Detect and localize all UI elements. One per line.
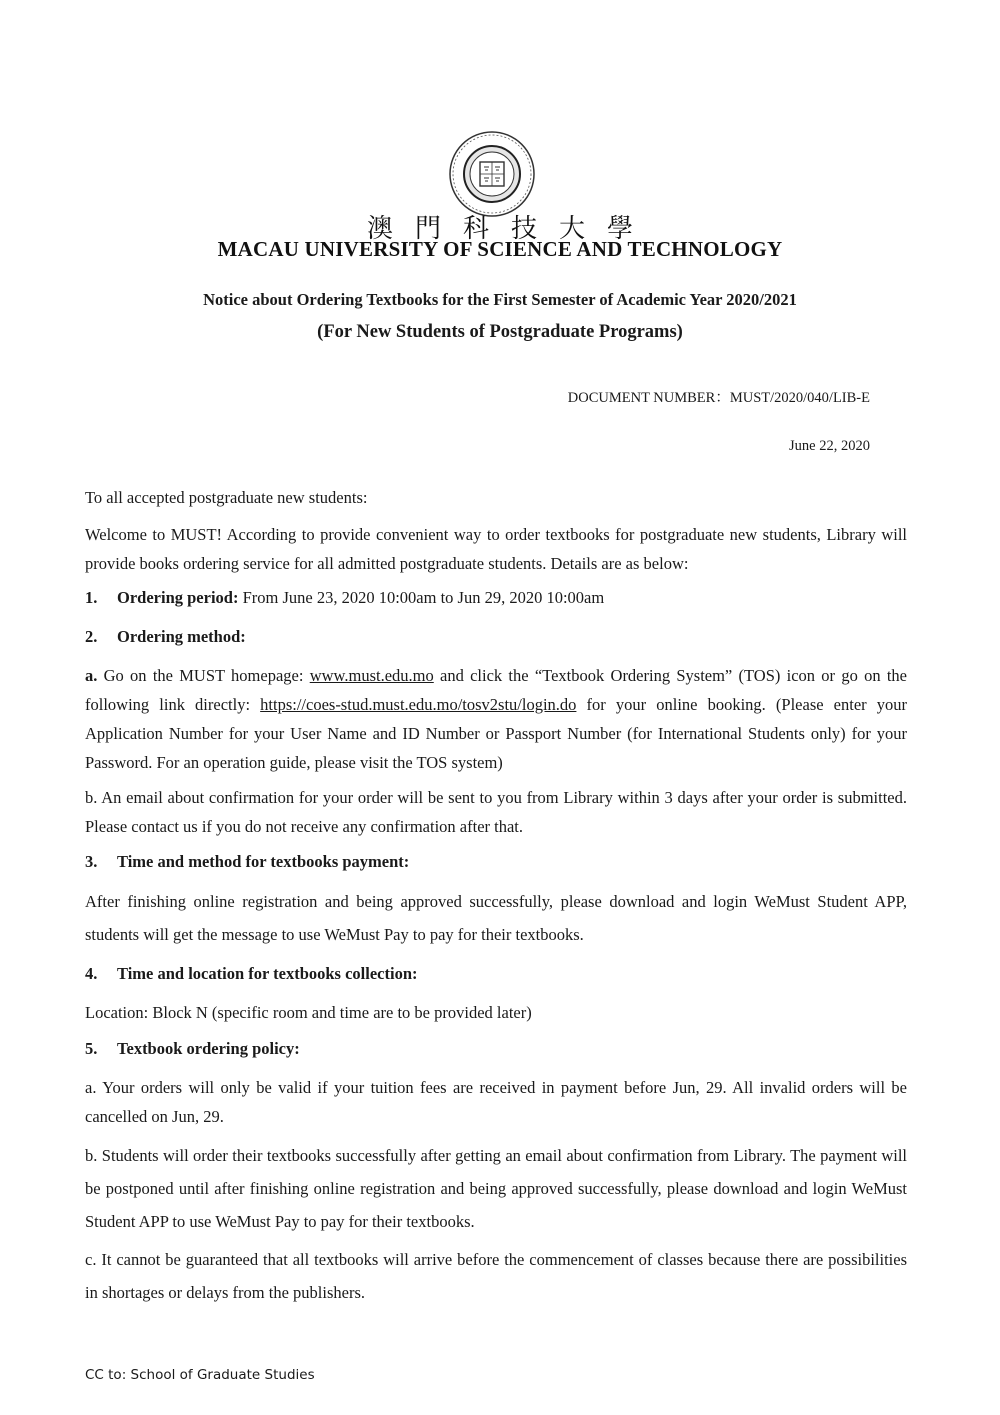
section-number: 1. [85,588,98,607]
method-a-paragraph [85,661,907,777]
method-a-text: and click the “Textbook Ordering System” (TOS) icon or go on the following link directly: [85,666,907,714]
payment-paragraph: After finishing online registration and being approved successfully, please download and login WeMust Student APP, students will get the message to use WeMust Pay to pay for their textbooks. [85,892,907,944]
section-payment [85,852,907,872]
section-text: From June 23, 2020 10:00am to Jun 29, 2020 10:00am [238,588,605,607]
section-number: 2. [85,627,98,646]
section-collection [85,964,907,984]
method-a-label: a. [85,666,98,685]
collection-paragraph: Location: Block N (specific room and time are to be provided later) [85,1003,532,1022]
method-b-paragraph: b. An email about confirmation for your order will be sent to you from Library within 3 days after your order is submitted. Please contact us if you do not receive any confirmation after that. [85,788,907,836]
section-ordering-method [85,627,907,647]
section-title: Ordering period: [117,588,239,607]
notice-title: Notice about Ordering Textbooks for the First Semester of Academic Year 2020/2021 [203,290,797,309]
section-ordering-period [85,588,907,608]
section-title: Time and location for textbooks collection: [117,964,418,983]
notice-subtitle: (For New Students of Postgraduate Programs) [317,322,683,342]
section-number: 5. [85,1039,98,1058]
university-name-english: MACAU UNIVERSITY OF SCIENCE AND TECHNOLOGY [217,237,783,261]
section-number: 3. [85,852,98,871]
policy-b-paragraph: b. Students will order their textbooks successfully after getting an email about confirmation from Library. The payment will be postponed until after finishing online registration and being approved successfully, please download and login WeMust Student APP to use WeMust Pay to pay for their textbooks. [85,1146,907,1231]
tos-login-link[interactable]: https://coes-stud.must.edu.mo/tosv2stu/login.do [260,695,577,714]
document-date: June 22, 2020 [789,438,870,454]
cc-line: CC to: School of Graduate Studies [85,1367,315,1383]
section-title: Textbook ordering policy: [117,1039,300,1058]
homepage-link[interactable]: www.must.edu.mo [309,666,434,685]
section-title: Time and method for textbooks payment: [117,852,410,871]
university-name-chinese: 澳門科技大學 [366,214,655,244]
policy-a-paragraph: a. Your orders will only be valid if your tuition fees are received in payment before Jun, 29. All invalid orders will be cancelled on Jun, 29. [85,1078,907,1126]
salutation: To all accepted postgraduate new students: [85,488,368,507]
method-a-text: Go on the MUST homepage: [97,666,310,685]
section-policy [85,1039,907,1059]
section-title: Ordering method: [117,627,246,646]
university-seal-icon [448,130,536,218]
section-number: 4. [85,964,98,983]
policy-c-paragraph: c. It cannot be guaranteed that all textbooks will arrive before the commencement of classes because there are possibilities in shortages or delays from the publishers. [85,1250,907,1302]
method-a-text: for your online booking. (Please enter your Application Number for your User Name and ID Number or Passport Number (for International Students only) for your Password. For an operation guide, please visit the TOS system) [85,695,908,772]
intro-paragraph: Welcome to MUST! According to provide convenient way to order textbooks for postgraduate new students, Library will provide books ordering service for all admitted postgraduate students. Details are as below: [85,525,907,573]
document-number: DOCUMENT NUMBER：MUST/2020/040/LIB-E [567,390,870,406]
